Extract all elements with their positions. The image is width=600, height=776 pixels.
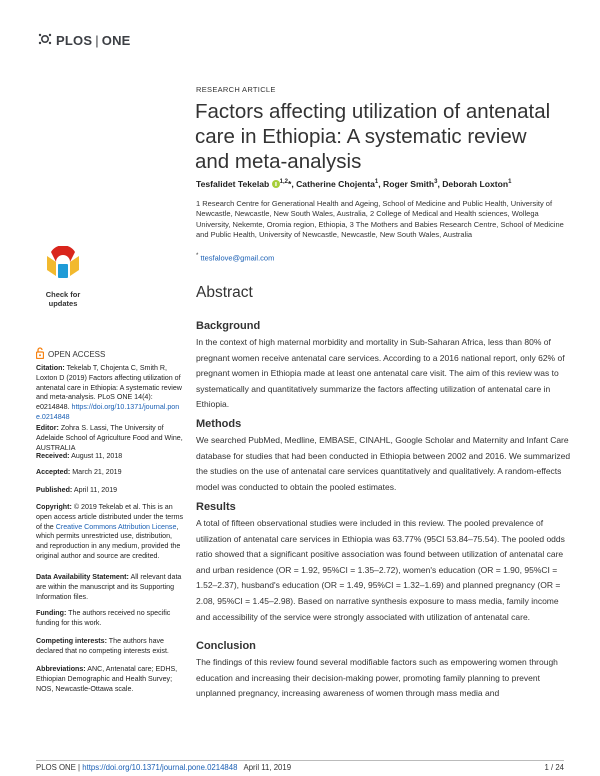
check-for-label: Check for — [45, 290, 81, 299]
results-text: A total of fifteen observational studies were included in this review. The pooled prevalence of utilization of antenatal care services in Ethiopia was 63.77% (95CI 53.84–75.54). The pooled odds ratio showed that a significant positive association was found between utilization of antenatal care and urban residence (OR = 1.92, 95%CI = 1.35–2.72), women's education (OR = 1.90, 95%CI = 1.52–2.37), husband's education (OR = 1.49, 95%CI = 1.32–1.69) and planned pregnancy (OR = 2.08, 95%CI = 1.45–2.98). Based on narrative synthesis exposure to mass media, family income and accessibility of the service were strongly associated with utilization of antenatal care. — [196, 518, 565, 622]
corresponding-email[interactable]: * ttesfalove@gmail.com — [196, 253, 275, 263]
abstract-heading: Abstract — [196, 284, 253, 301]
editor-block: Editor: Zohra S. Lassi, The University of Adelaide School of Agriculture Food and Wine, AUSTRALIA — [36, 424, 183, 452]
footer-doi-link[interactable]: https://doi.org/10.1371/journal.pone.0214848 — [82, 763, 238, 772]
conclusion-text: The findings of this review found several modifiable factors such as empowering women through education and increasing their decision-making power, promoting family planning to prevent unplanned pregnancy, increasing awareness of women through mass media and — [196, 657, 558, 699]
received-date: Received: August 11, 2018 — [36, 452, 123, 460]
check-for-updates-badge[interactable] — [37, 246, 89, 308]
logo-one-text: ONE — [101, 33, 131, 48]
citation-doi-link[interactable]: https://doi.org/10.1371/journal.pone.0214848 — [36, 403, 180, 421]
footer-divider — [36, 760, 564, 761]
check-for-updates-icon — [37, 246, 89, 284]
accepted-date: Accepted: March 21, 2019 — [36, 468, 122, 476]
cc-license-link[interactable]: Creative Commons Attribution License — [55, 522, 177, 531]
copyright-block: Copyright: © 2019 Tekelab et al. This is an open access article distributed under the terms of the Creative Commons Attribution License, which permits unrestricted use, distribution, and reproduction in any medium, provided the original author and source are credited. — [36, 503, 184, 560]
abbreviations-block: Abbreviations: ANC, Antenatal care; EDHS, Ethiopian Demographic and Health Survey; NOS, Newcastle-Ottawa scale. — [36, 665, 178, 693]
article-title: Factors affecting utilization of antenatal care in Ethiopia: A systematic review and meta-analysis — [195, 100, 551, 173]
plos-logo-icon — [37, 32, 53, 49]
results-heading: Results — [196, 501, 236, 513]
open-access-lock-icon — [36, 347, 44, 361]
data-availability-block: Data Availability Statement: All relevant data are within the manuscript and its Supporting Information files. — [36, 573, 182, 601]
logo-separator: | — [95, 33, 99, 48]
methods-heading: Methods — [196, 418, 242, 430]
author-name[interactable]: , Catherine Chojenta — [291, 179, 375, 189]
page-number: 1 / 24 — [544, 763, 564, 772]
updates-label: updates — [48, 299, 78, 308]
open-access-label: OPEN ACCESS — [36, 347, 105, 361]
author-name[interactable]: Tesfalidet Tekelab — [196, 179, 270, 189]
author-name[interactable]: , Roger Smith — [378, 179, 435, 189]
funding-block: Funding: The authors received no specific funding for this work. — [36, 609, 171, 627]
background-text: In the context of high maternal morbidity and mortality in Sub-Saharan Africa, less than 80% of pregnant women receive antenatal care services. According to a 2016 national report, only 62% of pregnant women in Ethiopia made at least one antenatal care visit. The aim of this review was to systematically and quantitatively summarize the factors affecting utilization of antenatal care in Ethiopia. — [196, 337, 565, 410]
competing-interests-block: Competing interests: The authors have declared that no competing interests exist. — [36, 637, 169, 655]
citation-block: Citation: Tekelab T, Chojenta C, Smith R, Loxton D (2019) Factors affecting utilization of antenatal care in Ethiopia: A systematic review and meta-analysis. PLoS ONE 14(4): e0214848. https://doi.org/10.1371/journal.pone.0214848 — [36, 364, 182, 421]
author-name[interactable]: , Deborah Loxton — [437, 179, 509, 189]
journal-logo[interactable] — [37, 32, 131, 49]
author-list: Tesfalidet Tekelab $^{1,2}$*, Catherine Chojenta$^1$, Roger Smith$^3$, Deborah Loxton$^1$ — [196, 179, 512, 189]
orcid-icon[interactable] — [272, 180, 280, 190]
published-date: Published: April 11, 2019 — [36, 486, 118, 494]
logo-plos-text: PLOS — [56, 33, 93, 48]
affiliations: 1 Research Centre for Generational Health and Ageing, School of Medicine and Public Health, University of Newcastle, Newcastle, New South Wales, Australia, 2 College of Medical and Health sciences, Wollega University, Nekemte, Oromia region, Ethiopia, 3 The Mothers and Babies Research Centre, School of Medicine and Public Health, University of Newcastle, Newcastle, New South Wales, Australia — [196, 199, 564, 240]
footer-citation: PLOS ONE | https://doi.org/10.1371/journal.pone.0214848 April 11, 2019 — [36, 763, 292, 772]
background-heading: Background — [196, 320, 261, 332]
methods-text: We searched PubMed, Medline, EMBASE, CINAHL, Google Scholar and Maternity and Infant Care database for studies that had been conducted in Ethiopia between 2002 and 2016. We summarized the studies on the use of antenatal care services quantitatively and qualitatively. A random-effects model was conducted to obtain the pooled estimates. — [196, 435, 571, 492]
conclusion-heading: Conclusion — [196, 640, 256, 652]
article-type: RESEARCH ARTICLE — [196, 85, 276, 94]
